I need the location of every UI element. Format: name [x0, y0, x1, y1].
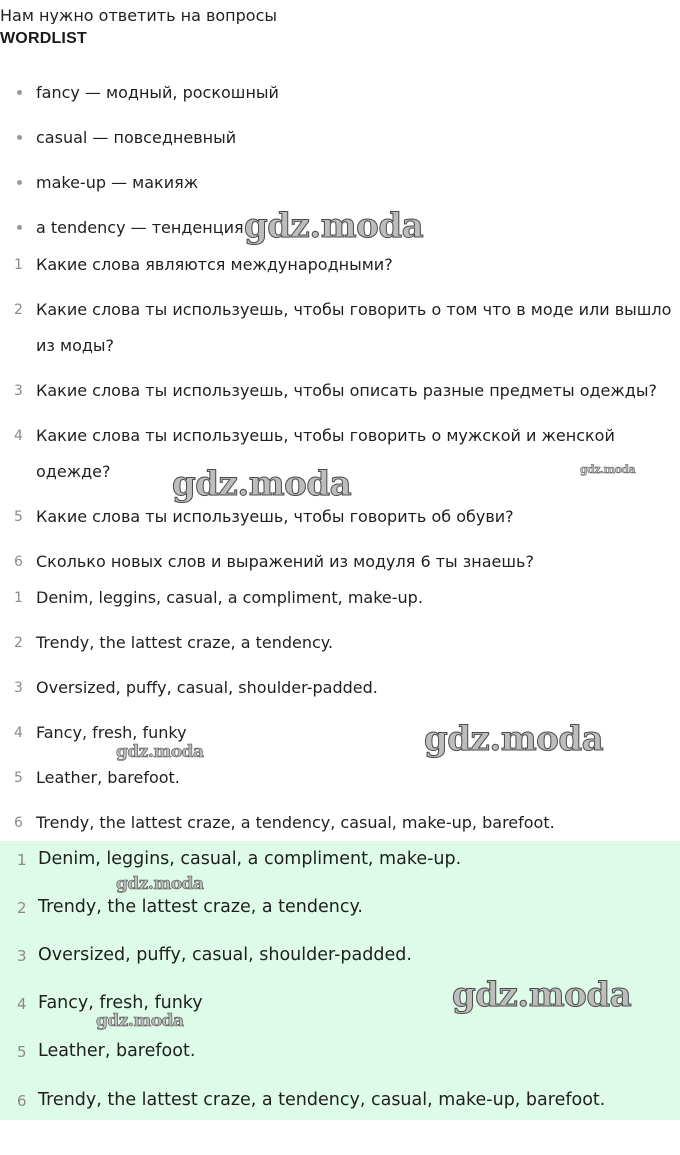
intro-text-clipped: Нам нужно ответить на вопросы: [0, 6, 278, 24]
watermark-logo: gdz.moda: [580, 463, 636, 476]
wordlist-item: casual — повседневный: [0, 115, 680, 160]
watermark-logo: gdz.moda: [244, 206, 424, 246]
watermark-logo: gdz.moda: [452, 975, 632, 1015]
watermark-logo: gdz.moda: [172, 464, 352, 504]
highlighted-answers: 1 Denim, leggins, casual, a compliment, make-up. 2 Trendy, the lattest craze, a tendency. 3 Oversized, puffy, casual, shoulder-padded. 4 Fancy, fresh, funky 5 Leather, barefoot. 6 Trendy, the lattest craze, a tendency, casual, make-up, barefoot.: [0, 841, 680, 1120]
wordlist-item: fancy — модный, роскошный: [0, 70, 680, 115]
wordlist-item: make-up — макияж: [0, 160, 680, 205]
wordlist-item: a tendency — тенденция: [0, 205, 680, 250]
wordlist-heading: WORDLIST: [0, 30, 87, 47]
bullet-icon: [17, 90, 22, 95]
bullet-icon: [17, 180, 22, 185]
watermark-logo: gdz.moda: [116, 742, 204, 762]
watermark-logo: gdz.moda: [96, 1011, 184, 1031]
watermark-logo: gdz.moda: [424, 719, 604, 759]
bullet-icon: [17, 135, 22, 140]
bullet-icon: [17, 225, 22, 230]
watermark-logo: gdz.moda: [116, 874, 204, 894]
